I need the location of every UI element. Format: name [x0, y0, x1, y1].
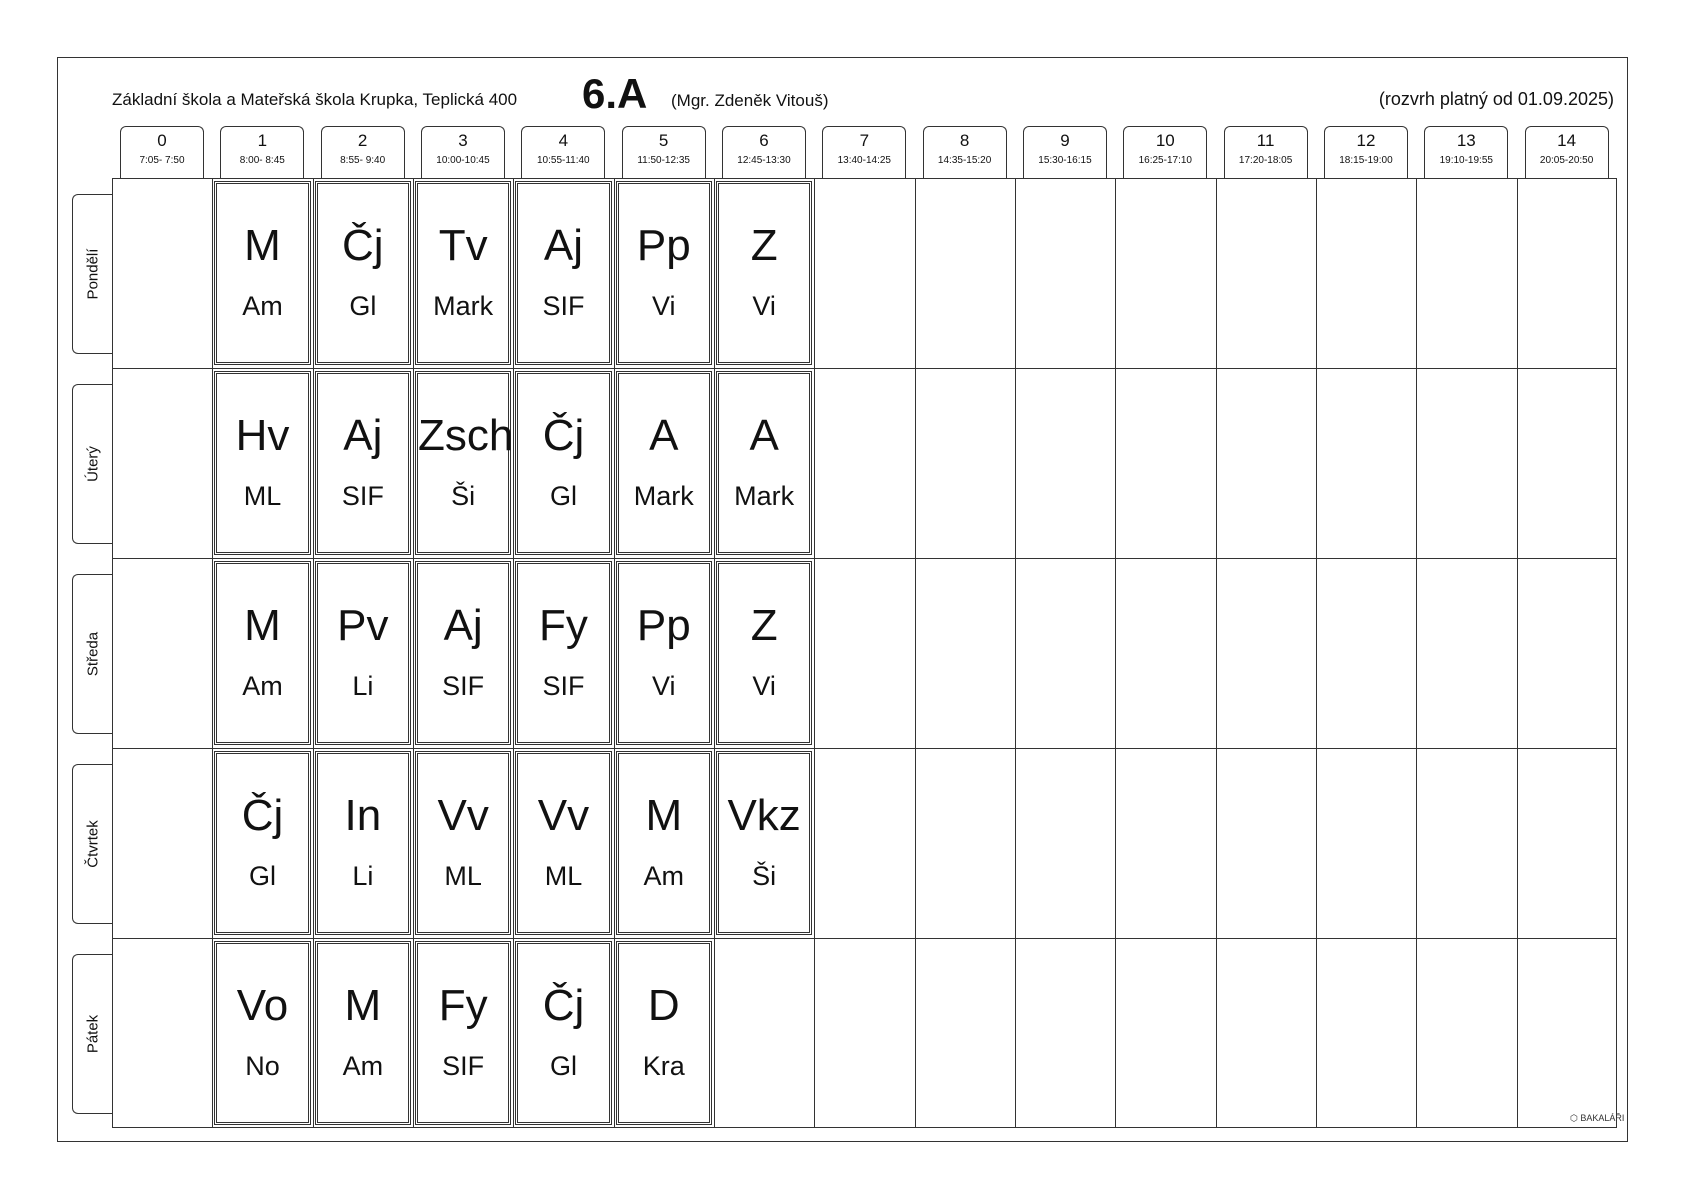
period-number: 3 — [458, 131, 468, 150]
lesson-card[interactable] — [716, 181, 812, 365]
period-time: 7:05- 7:50 — [139, 155, 185, 166]
period-time: 12:45-13:30 — [737, 155, 791, 166]
lesson-card[interactable] — [214, 751, 310, 935]
lesson-card[interactable] — [616, 181, 712, 365]
period-header — [1023, 126, 1107, 178]
period-header — [1525, 126, 1609, 178]
period-header — [822, 126, 906, 178]
period-time: 10:00-10:45 — [436, 155, 490, 166]
grid-column-line — [1115, 178, 1116, 1128]
period-header — [622, 126, 706, 178]
bakalari-logo: ⬡ BAKALÁŘI — [1570, 1113, 1625, 1123]
period-number: 8 — [959, 131, 970, 150]
grid-column-line — [1517, 178, 1518, 1128]
period-number: 12 — [1356, 131, 1376, 150]
grid-column-line — [1316, 178, 1317, 1128]
lesson-card[interactable] — [616, 941, 712, 1125]
grid-row-line — [112, 938, 1617, 939]
lesson-card[interactable] — [716, 561, 812, 745]
period-time: 20:05-20:50 — [1539, 155, 1594, 166]
day-label-tab — [72, 194, 112, 354]
grid-column-line — [714, 178, 715, 1128]
period-header — [1224, 126, 1308, 178]
lesson-subject: Vv — [537, 791, 590, 840]
lesson-subject: M — [244, 601, 281, 650]
period-number: 7 — [859, 131, 870, 150]
lesson-teacher: Vi — [752, 671, 776, 701]
grid-column-line — [814, 178, 815, 1128]
lesson-subject: Vkz — [727, 791, 801, 840]
grid-row-line — [112, 748, 1617, 749]
grid-column-line — [313, 178, 314, 1128]
period-time: 11:50-12:35 — [637, 155, 690, 166]
lesson-teacher: Gl — [549, 481, 577, 511]
lesson-teacher: SIF — [442, 1051, 485, 1081]
class-name: 6.A — [582, 70, 648, 117]
day-label-tab — [72, 954, 112, 1114]
lesson-subject: Vo — [236, 981, 289, 1030]
grid-row-line — [112, 368, 1617, 369]
lesson-card[interactable] — [716, 751, 812, 935]
lesson-teacher: ML — [544, 861, 583, 891]
day-name: Středa — [84, 631, 101, 677]
lesson-subject: M — [645, 791, 683, 840]
lesson-subject: Z — [750, 221, 778, 270]
day-name: Úterý — [84, 446, 101, 482]
period-header — [923, 126, 1007, 178]
lesson-teacher: ML — [243, 481, 282, 511]
lesson-subject: Pp — [636, 601, 691, 650]
period-time: 15:30-16:15 — [1038, 155, 1092, 166]
day-name: Pondělí — [84, 248, 101, 300]
period-header — [120, 126, 204, 178]
day-name: Pátek — [84, 1014, 101, 1054]
period-header — [1324, 126, 1408, 178]
lesson-card[interactable] — [214, 371, 310, 555]
lesson-teacher: Ši — [451, 481, 476, 511]
period-number: 4 — [558, 131, 569, 150]
lesson-card[interactable] — [315, 371, 411, 555]
period-time: 14:35-15:20 — [937, 155, 992, 166]
lesson-teacher: Am — [342, 1051, 384, 1081]
grid-column-line — [1216, 178, 1217, 1128]
lesson-subject: Pp — [636, 221, 691, 270]
period-header — [722, 126, 806, 178]
grid-column-line — [413, 178, 414, 1128]
period-number: 13 — [1456, 131, 1476, 150]
lesson-card[interactable] — [415, 181, 511, 365]
period-header — [1424, 126, 1508, 178]
lesson-card[interactable] — [515, 181, 611, 365]
period-header — [421, 126, 505, 178]
lesson-subject: In — [344, 791, 382, 840]
lesson-card[interactable] — [616, 561, 712, 745]
period-time: 13:40-14:25 — [837, 155, 891, 166]
lesson-subject: Čj — [241, 791, 284, 840]
period-header — [1123, 126, 1207, 178]
lesson-subject: Aj — [443, 601, 483, 650]
grid-column-line — [212, 178, 213, 1128]
lesson-card[interactable] — [315, 181, 411, 365]
lesson-subject: Aj — [343, 411, 383, 460]
lesson-card[interactable] — [515, 941, 611, 1125]
lesson-subject: Zsch — [417, 411, 514, 460]
lesson-card[interactable] — [315, 941, 411, 1125]
lesson-card[interactable] — [214, 561, 310, 745]
school-name: Základní škola a Mateřská škola Krupka, Teplická 400 — [112, 90, 518, 109]
lesson-teacher: No — [245, 1051, 280, 1081]
lesson-card[interactable] — [515, 561, 611, 745]
lesson-card[interactable] — [616, 371, 712, 555]
grid-column-line — [1416, 178, 1417, 1128]
day-label-tab — [72, 384, 112, 544]
lesson-teacher: Am — [242, 671, 283, 701]
lesson-teacher: Gl — [248, 861, 276, 891]
period-time: 8:55- 9:40 — [340, 155, 386, 166]
lesson-teacher: Am — [242, 291, 283, 321]
grid-column-line — [513, 178, 514, 1128]
lesson-subject: Fy — [539, 601, 588, 650]
lesson-subject: Hv — [235, 411, 290, 460]
period-number: 11 — [1256, 131, 1275, 150]
period-number: 10 — [1155, 131, 1175, 150]
lesson-teacher: Kra — [642, 1051, 685, 1081]
period-header — [321, 126, 405, 178]
grid-column-line — [1015, 178, 1016, 1128]
lesson-card[interactable] — [214, 181, 310, 365]
lesson-card[interactable] — [415, 751, 511, 935]
grid-column-line — [614, 178, 615, 1128]
lesson-teacher: Vi — [652, 291, 676, 321]
lesson-subject: A — [649, 411, 679, 460]
period-header — [220, 126, 304, 178]
lesson-teacher: Mark — [433, 291, 494, 321]
lesson-teacher: Mark — [633, 481, 694, 511]
lesson-subject: Pv — [337, 601, 389, 650]
lesson-card[interactable] — [616, 751, 712, 935]
day-label-tab — [72, 764, 112, 924]
lesson-card[interactable] — [415, 371, 514, 555]
period-number: 0 — [157, 131, 167, 150]
lesson-subject: D — [647, 981, 680, 1030]
lesson-teacher: Ši — [752, 861, 777, 891]
lesson-card[interactable] — [315, 751, 411, 935]
period-time: 8:00- 8:45 — [239, 155, 285, 166]
lesson-teacher: SIF — [341, 481, 384, 511]
logo-text: BAKALÁŘI — [1580, 1113, 1625, 1123]
grid-row-line — [112, 558, 1617, 559]
period-time: 16:25-17:10 — [1138, 155, 1192, 166]
lesson-card[interactable] — [415, 941, 511, 1125]
lesson-teacher: ML — [444, 861, 482, 891]
lesson-subject: Čj — [542, 411, 585, 460]
period-number: 1 — [257, 131, 268, 150]
period-number: 6 — [759, 131, 769, 150]
lesson-card[interactable] — [515, 751, 611, 935]
class-teacher: (Mgr. Zdeněk Vitouš) — [671, 91, 829, 110]
validity-date: (rozvrh platný od 01.09.2025) — [1378, 89, 1614, 109]
lesson-teacher: Li — [352, 671, 374, 701]
lesson-teacher: SIF — [442, 671, 485, 701]
lesson-card[interactable] — [315, 561, 411, 745]
lesson-teacher: Am — [643, 861, 685, 891]
lesson-subject: Z — [750, 601, 778, 650]
grid-column-line — [915, 178, 916, 1128]
lesson-subject: Aj — [543, 221, 584, 270]
lesson-subject: Fy — [438, 981, 488, 1030]
period-time: 18:15-19:00 — [1339, 155, 1393, 166]
lesson-teacher: Gl — [549, 1051, 577, 1081]
lesson-subject: Tv — [438, 221, 488, 270]
lesson-subject: M — [344, 981, 382, 1030]
period-header — [521, 126, 605, 178]
lesson-teacher: Mark — [734, 481, 795, 511]
lesson-card[interactable] — [515, 371, 611, 555]
period-time: 19:10-19:55 — [1439, 155, 1493, 166]
lesson-teacher: Gl — [349, 291, 377, 321]
period-number: 2 — [357, 131, 368, 150]
period-number: 14 — [1557, 131, 1577, 150]
lesson-card[interactable] — [214, 941, 310, 1125]
lesson-subject: Čj — [342, 221, 384, 270]
lesson-subject: A — [749, 411, 779, 460]
period-number: 5 — [658, 131, 669, 150]
lesson-subject: Čj — [542, 981, 585, 1030]
lesson-card[interactable] — [716, 371, 812, 555]
lesson-teacher: SIF — [542, 671, 585, 701]
period-time: 17:20-18:05 — [1238, 155, 1293, 166]
lesson-teacher: Vi — [752, 291, 776, 321]
lesson-subject: Vv — [437, 791, 489, 840]
lesson-teacher: SIF — [542, 291, 585, 321]
day-label-tab — [72, 574, 112, 734]
period-time: 10:55-11:40 — [536, 155, 590, 166]
day-name: Čtvrtek — [84, 820, 101, 868]
lesson-card[interactable] — [415, 561, 511, 745]
period-number: 9 — [1060, 131, 1070, 150]
lesson-subject: M — [244, 221, 281, 270]
lesson-teacher: Vi — [652, 671, 676, 701]
lesson-teacher: Li — [352, 861, 374, 891]
